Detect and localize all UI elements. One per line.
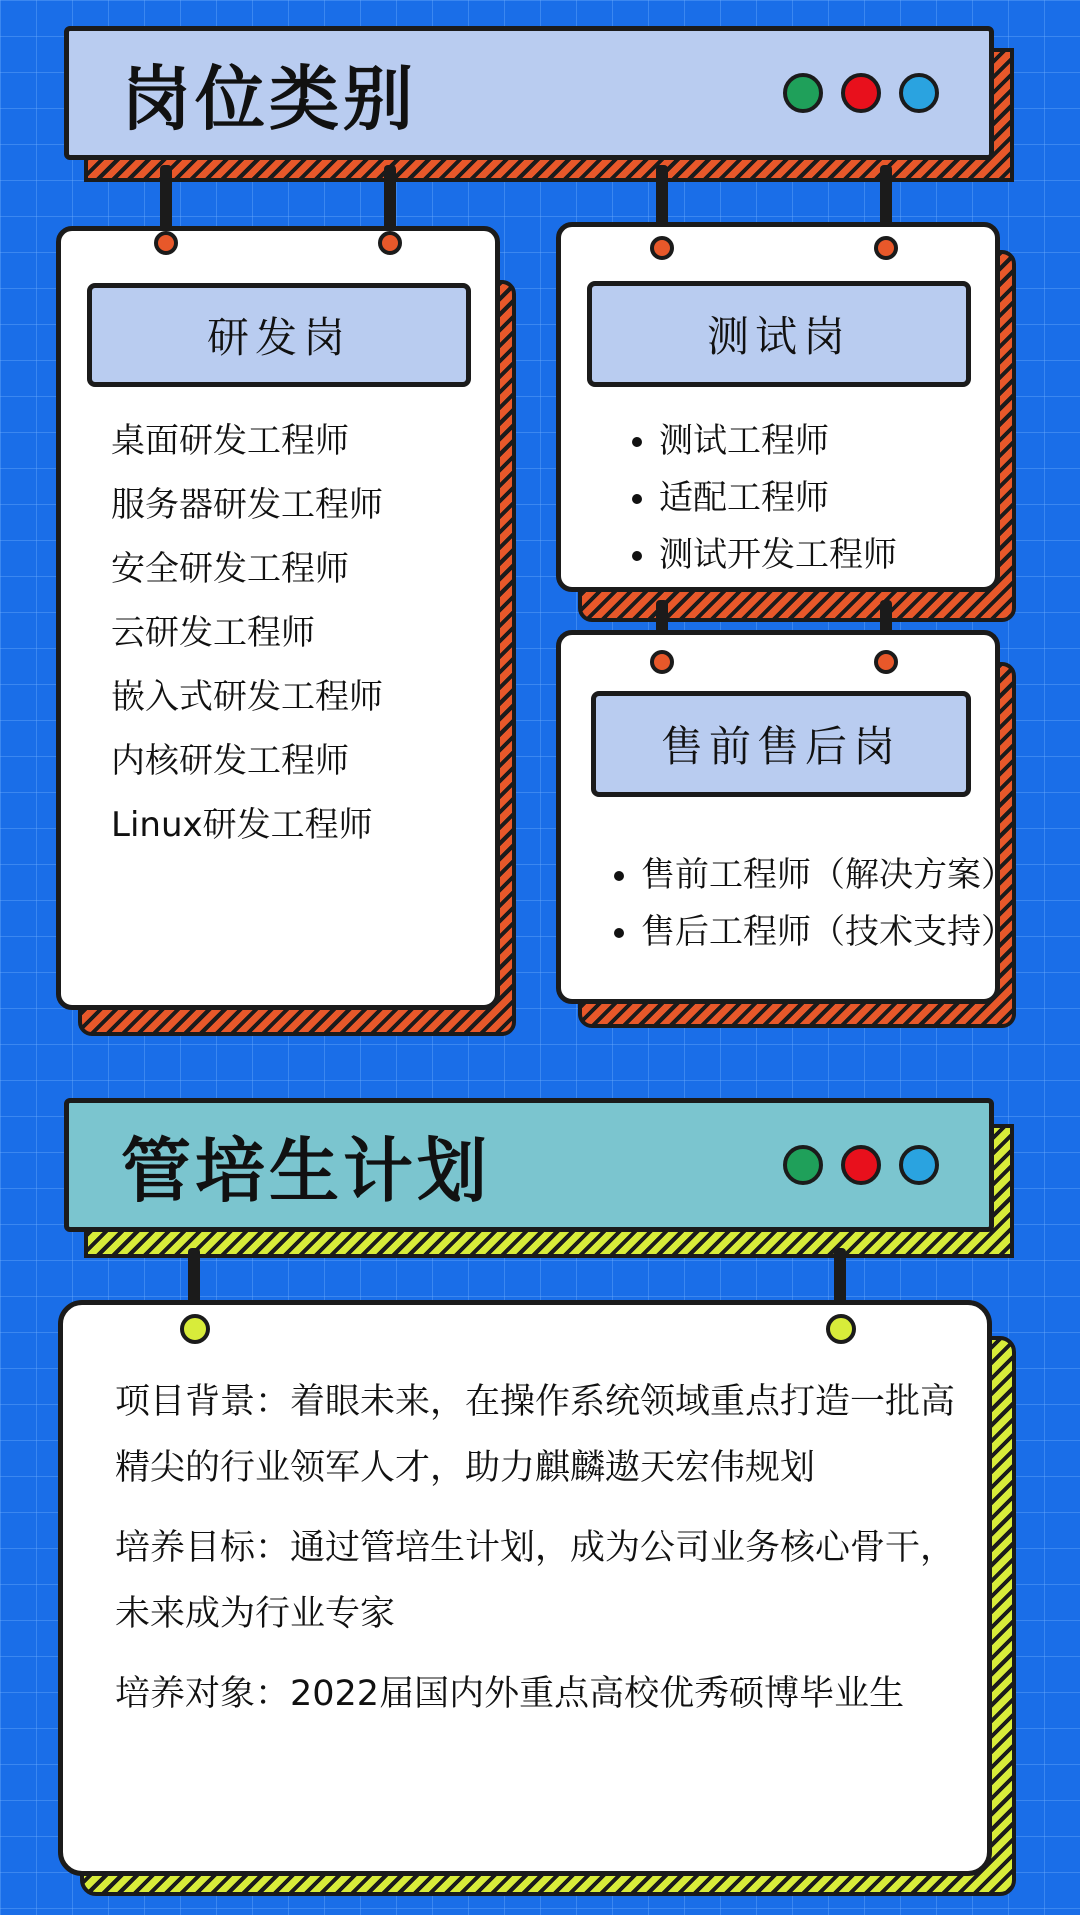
list-item: 嵌入式研发工程师 xyxy=(111,677,383,717)
paragraph-target: 培养对象：2022届国内外重点高校优秀硕博毕业生 xyxy=(115,1674,905,1714)
card-header-sales: 售前售后岗 xyxy=(591,691,971,797)
card-header-rnd: 研发岗 xyxy=(87,283,471,387)
list-item: 服务器研发工程师 xyxy=(111,485,383,525)
section-banner-job-categories xyxy=(64,26,994,160)
test-job-list xyxy=(619,413,897,584)
list-item: • 售前工程师（解决方案） xyxy=(641,847,1015,904)
list-item: Linux研发工程师 xyxy=(111,805,373,845)
hanger-ring xyxy=(874,236,898,260)
card-test xyxy=(556,222,1000,592)
card-rnd xyxy=(56,226,500,1010)
window-dots xyxy=(783,73,939,113)
card-sales xyxy=(556,630,1015,1004)
list-item: • 售后工程师（技术支持） xyxy=(641,904,1015,961)
section-title: 岗位类别 xyxy=(121,57,417,140)
paragraph-goal: 培养目标：通过管培生计划，成为公司业务核心骨干，未来成为行业专家 xyxy=(115,1528,956,1634)
hanger-ring xyxy=(650,236,674,260)
green-dot-icon xyxy=(783,1145,823,1185)
list-item: 内核研发工程师 xyxy=(111,741,349,781)
section-title: 管培生计划 xyxy=(121,1129,491,1212)
window-dots xyxy=(783,1145,939,1185)
hanger-ring xyxy=(378,231,402,255)
hanger-post xyxy=(384,165,396,235)
red-dot-icon xyxy=(841,1145,881,1185)
section-banner-trainee-program xyxy=(64,1098,994,1232)
hanger-ring xyxy=(826,1314,856,1344)
list-item: • 测试工程师 xyxy=(659,413,897,470)
list-item: 桌面研发工程师 xyxy=(111,421,349,461)
paragraph-background: 项目背景：着眼未来，在操作系统领域重点打造一批高精尖的行业领军人才，助力麒麟遨天宏伟规划 xyxy=(115,1382,956,1488)
program-description xyxy=(115,1369,955,1741)
sales-job-list xyxy=(601,847,1015,961)
list-item: 云研发工程师 xyxy=(111,613,315,653)
blue-dot-icon xyxy=(899,73,939,113)
list-item: • 测试开发工程师 xyxy=(659,527,897,584)
red-dot-icon xyxy=(841,73,881,113)
hanger-ring xyxy=(650,650,674,674)
card-header-test: 测试岗 xyxy=(587,281,971,387)
green-dot-icon xyxy=(783,73,823,113)
hanger-ring xyxy=(180,1314,210,1344)
blue-dot-icon xyxy=(899,1145,939,1185)
list-item: 安全研发工程师 xyxy=(111,549,349,589)
card-trainee-program xyxy=(58,1300,992,1876)
hanger-ring xyxy=(874,650,898,674)
rnd-job-list xyxy=(111,409,383,857)
hanger-post xyxy=(160,165,172,235)
list-item: • 适配工程师 xyxy=(659,470,897,527)
hanger-ring xyxy=(154,231,178,255)
